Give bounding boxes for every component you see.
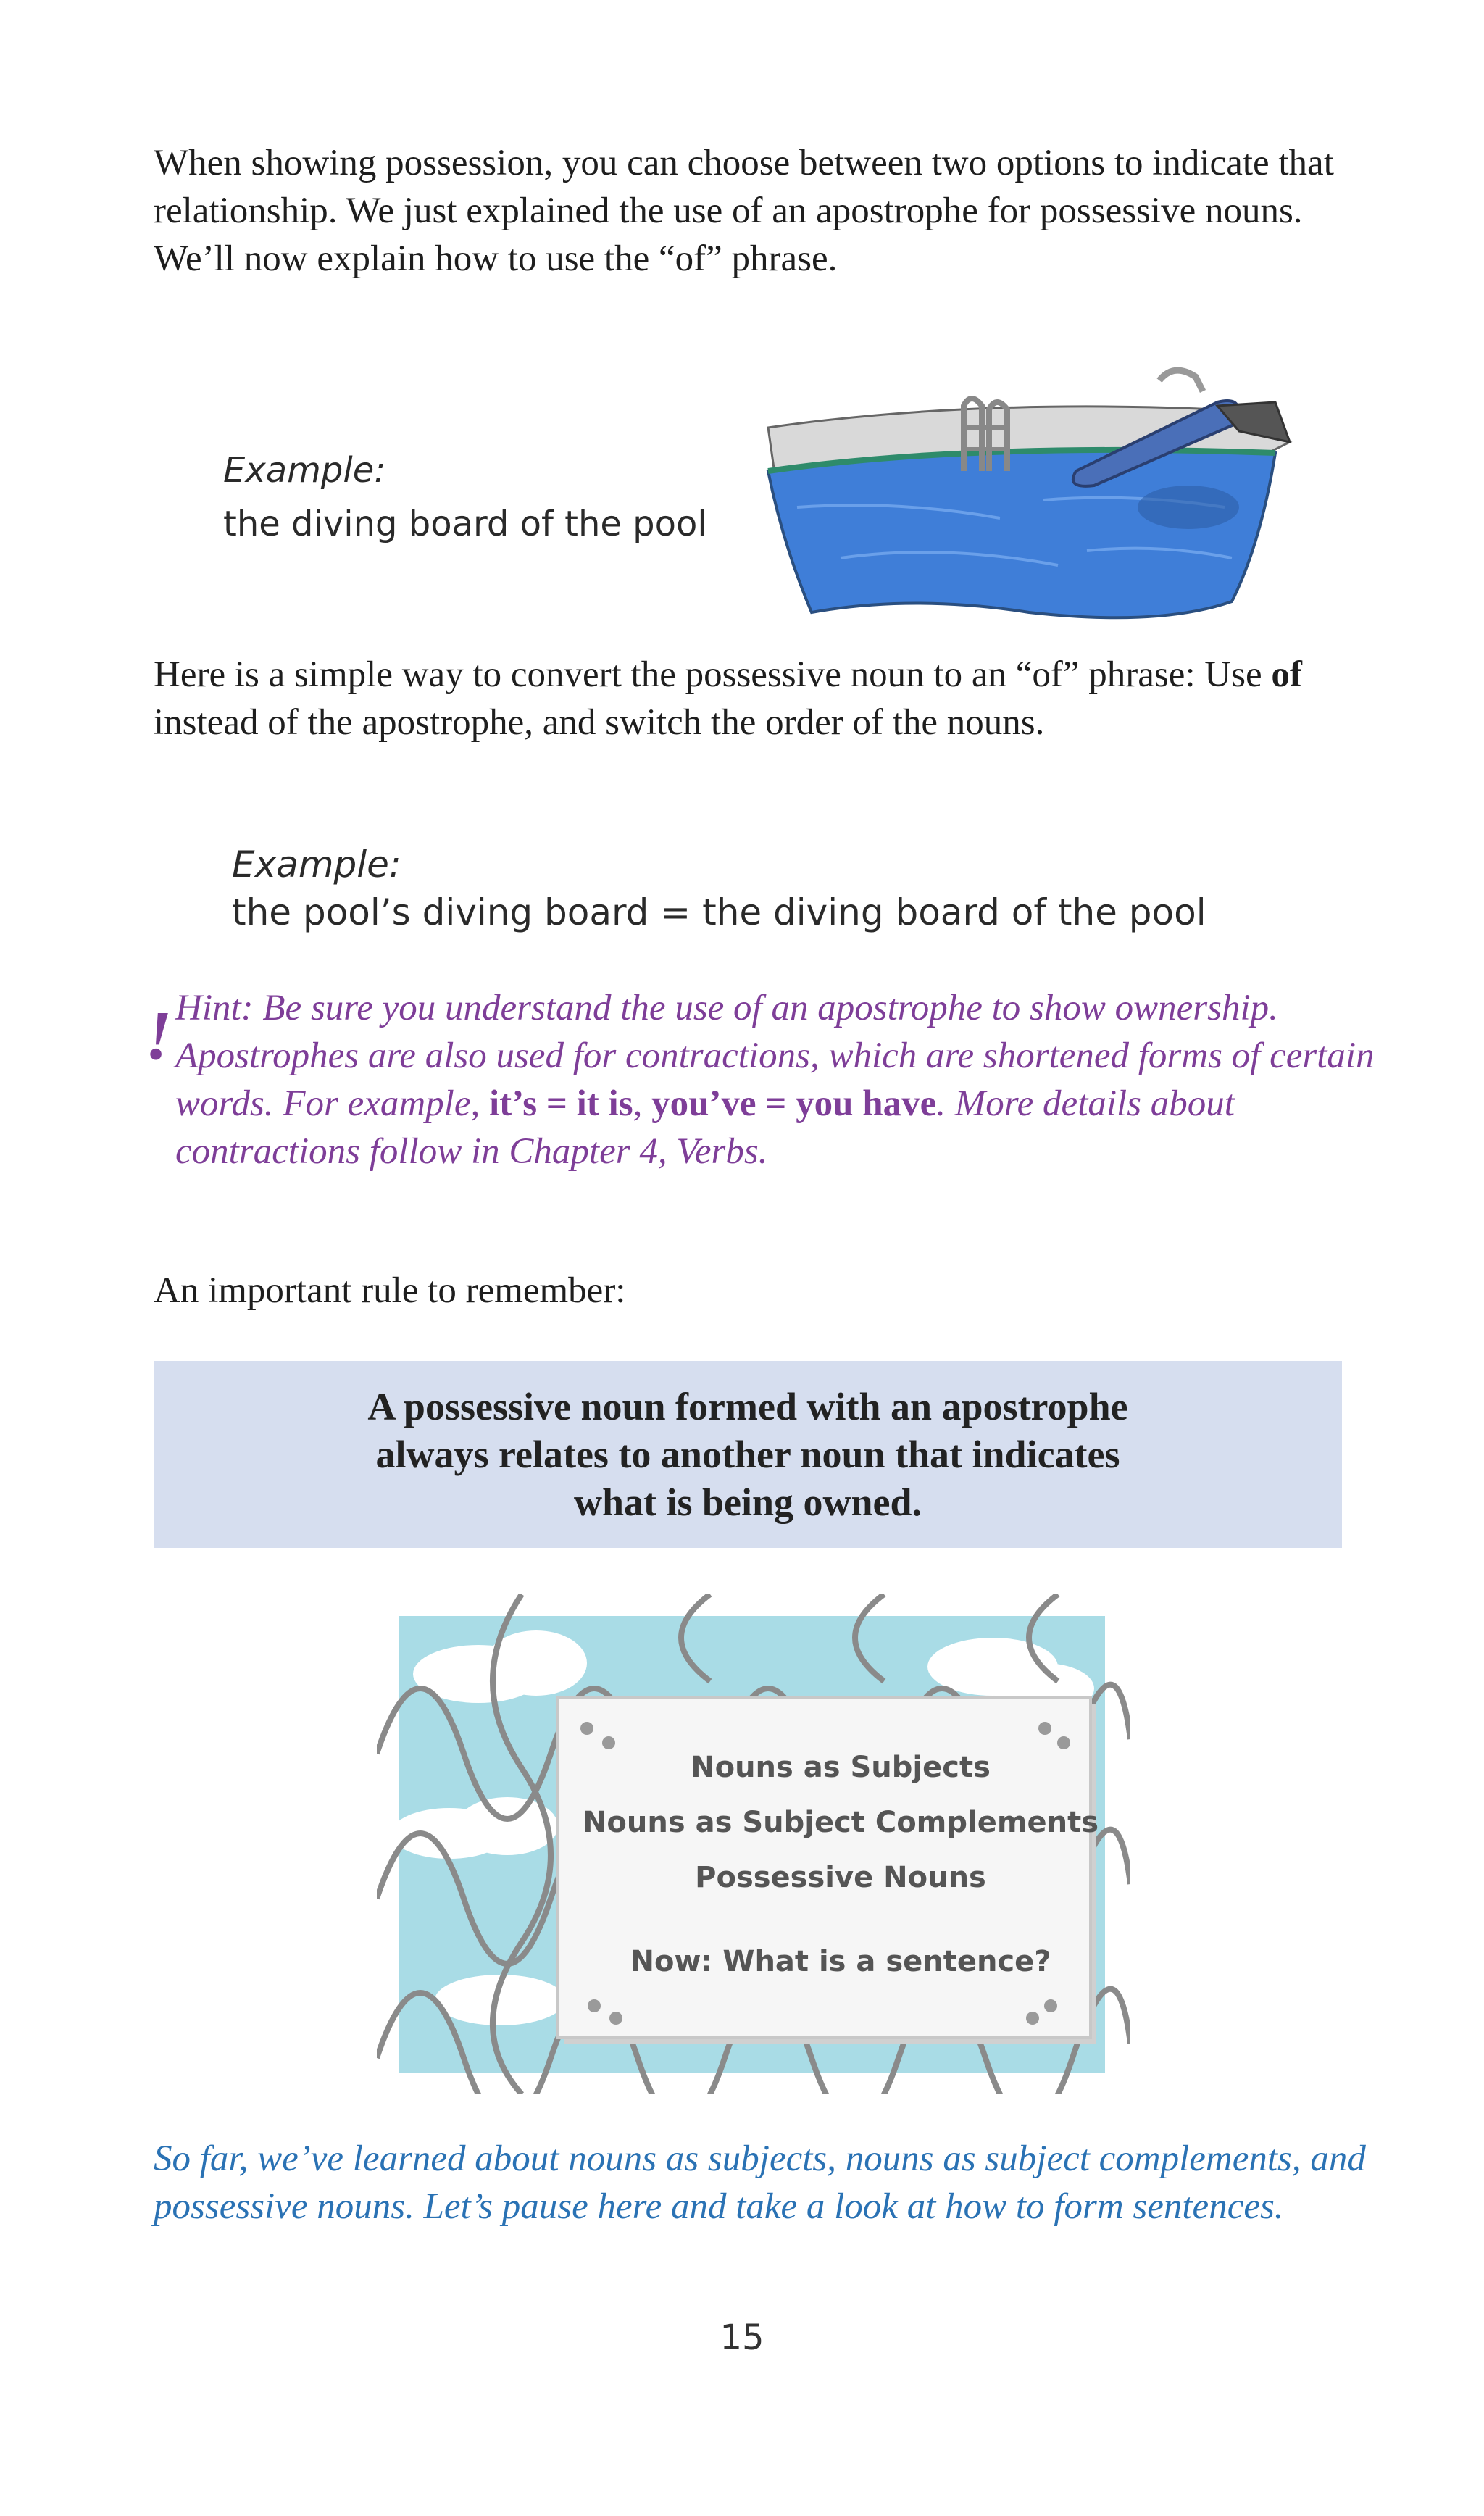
rule-text xyxy=(367,1383,1127,1526)
hint-text-1: Hint: Be sure you understand the use of an apostrophe to show ownership. Apostrophes are also used for contractions, which are shortened forms of certain words. For example, xyxy=(175,988,1375,1124)
hint-bold-its: it’s xyxy=(488,1083,538,1124)
example-1-label: Example: xyxy=(223,450,386,491)
hint-bold-it-is: it is xyxy=(576,1083,633,1124)
hint-equals-1: = xyxy=(537,1083,577,1124)
sign-line-1: Nouns as Subjects xyxy=(691,1751,991,1784)
sign-line-4: Now: What is a sentence? xyxy=(630,1945,1051,1978)
rule-line-3: what is being owned. xyxy=(573,1480,922,1524)
rule-line-1: A possessive noun formed with an apostrophe xyxy=(367,1385,1128,1428)
hint-exclamation-icon: ! xyxy=(145,996,172,1074)
hint-text-2: . More details about contractions follow in Chapter 4, Verbs. xyxy=(175,1083,1235,1172)
sign-line-2: Nouns as Subject Complements xyxy=(582,1806,1099,1839)
example-2 xyxy=(232,841,1206,936)
rule-intro: An important rule to remember: xyxy=(154,1270,626,1311)
hint-equals-2: = xyxy=(756,1083,796,1124)
fence-sign-illustration xyxy=(377,1594,1130,2094)
summary-paragraph: So far, we’ve learned about nouns as subjects, nouns as subject complements, and possessive nouns. Let’s pause here and take a look at how to form sentences. xyxy=(154,2138,1366,2227)
convert-paragraph xyxy=(154,651,1378,746)
rule-line-2: always relates to another noun that indicates xyxy=(375,1433,1120,1476)
example-1-text: the diving board of the pool xyxy=(223,504,707,544)
example-2-text: the pool’s diving board = the diving board of the pool xyxy=(232,891,1206,933)
example-1 xyxy=(223,443,707,551)
convert-text-1: Here is a simple way to convert the possessive noun to an “of” phrase: Use xyxy=(154,654,1272,695)
hint-comma: , xyxy=(633,1083,652,1124)
hint-bold-youve: you’ve xyxy=(651,1083,756,1124)
hint-bold-you-have: you have xyxy=(796,1083,937,1124)
convert-bold-of: of xyxy=(1271,654,1302,695)
convert-text-2: instead of the apostrophe, and switch the order of the nouns. xyxy=(154,702,1045,743)
sign-line-3: Possessive Nouns xyxy=(695,1861,986,1894)
hint-paragraph xyxy=(175,984,1378,1175)
rule-box xyxy=(154,1361,1342,1548)
pool-illustration xyxy=(754,362,1304,630)
example-2-label: Example: xyxy=(232,843,401,886)
intro-paragraph: When showing possession, you can choose between two options to indicate that relationship. We just explained the use of an apostrophe for possessive nouns. We’ll now explain how to use the “of” phrase. xyxy=(154,143,1334,279)
page-number: 15 xyxy=(720,2317,764,2358)
